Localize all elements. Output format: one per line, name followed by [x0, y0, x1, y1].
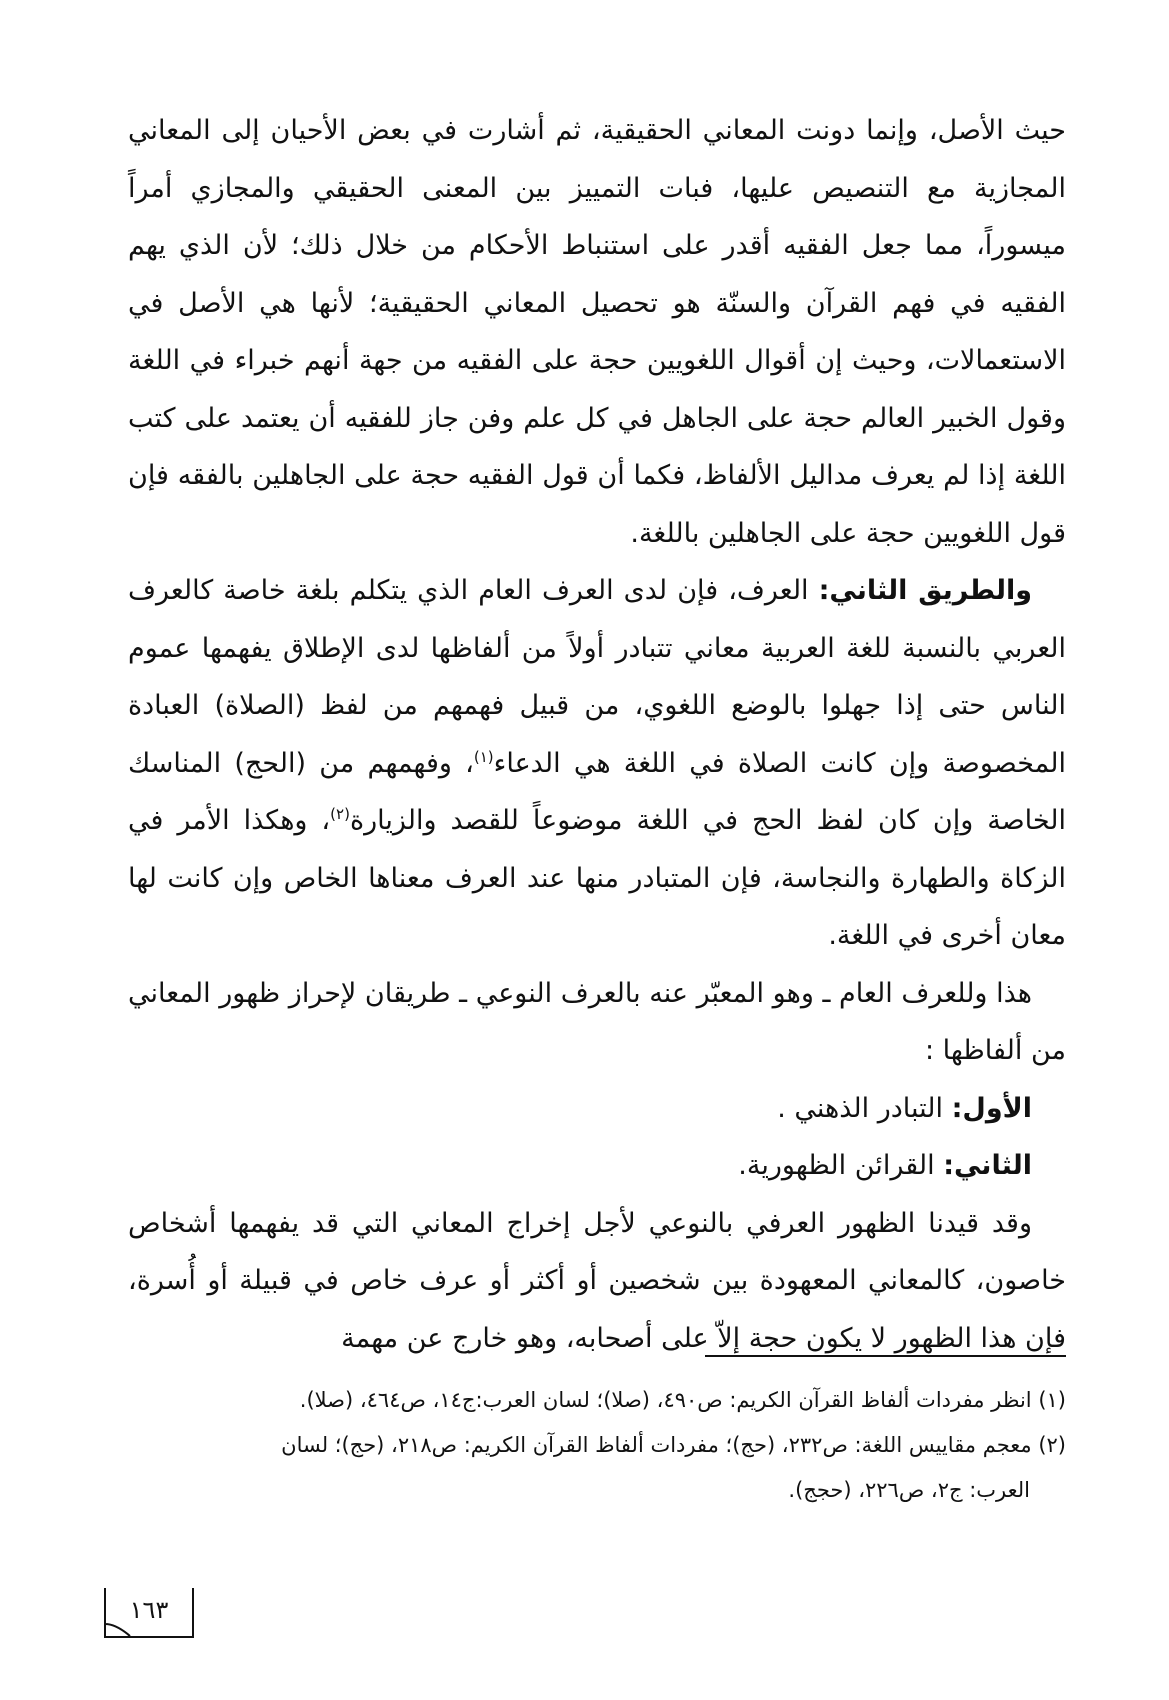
footnote-ref-1[interactable]: (١) [473, 747, 494, 766]
list-item-second-text: القرائن الظهورية. [738, 1150, 944, 1181]
page-corner-icon [104, 1612, 134, 1638]
paragraph-1: حيث الأصل، وإنما دونت المعاني الحقيقية، ثم أشارت في بعض الأحيان إلى المعاني المجازية مع التنصيص عليها، فبات التمييز بين المعنى الحقيقي والمجازي أمراً ميسوراً، مما جعل الفقيه أقدر على استنباط الأحكام من خلال ذلك؛ لأن الذي يهم الفقيه في فهم القرآن والسنّة هو تحصيل المعاني الحقيقية؛ لأنها هي الأصل في الاستعمالات، وحيث إن أقوال اللغويين حجة على الفقيه من جهة أنهم خبراء في اللغة وقول الخبير العالم حجة على الجاهل في كل علم وفن جاز للفقيه أن يعتمد على كتب اللغة إذا لم يعرف مداليل الألفاظ، فكما أن قول الفقيه حجة على الجاهلين بالفقه فإن قول اللغويين حجة على الجاهلين باللغة. [128, 115, 1066, 549]
footnote-ref-2[interactable]: (٢) [330, 805, 350, 823]
paragraph-2-text-b: ، وفهمهم من (الحج) المناسك الخاصة وإن كان لفظ الحج في اللغة موضوعاً للقصد والزيارة [128, 747, 1066, 836]
page-number: ١٦٣ [104, 1588, 194, 1638]
paragraph-3: هذا وللعرف العام ـ وهو المعبّر عنه بالعرف النوعي ـ طريقان لإحراز ظهور المعاني من ألفاظها : [128, 977, 1066, 1066]
paragraph-2-lead: والطريق الثاني: [818, 575, 1033, 606]
list-item-second-lead: الثاني: [943, 1150, 1032, 1181]
list-item-second [128, 1137, 1066, 1195]
footnote-2-continued: العرب: ج٢، ص٢٢٦، (حجج). [788, 1478, 1030, 1502]
list-item-first-lead: الأول: [951, 1092, 1032, 1124]
main-text [128, 102, 1066, 1367]
paragraph-2-text-c: ، وهكذا الأمر في الزكاة والطهارة والنجاسة، فإن المتبادر منها عند العرف معناها الخاص وإن كانت لها معان أخرى في اللغة. [128, 805, 1066, 951]
list-item-first [128, 1080, 1066, 1138]
footnotes [128, 1378, 1066, 1513]
paragraph-2 [128, 562, 1066, 965]
list-item-first-text: التبادر الذهني . [777, 1092, 952, 1124]
footnote-separator [705, 1355, 1066, 1357]
footnote-2: (٢) معجم مقاييس اللغة: ص٢٣٢، (حج)؛ مفردات ألفاظ القرآن الكريم: ص٢١٨، (حج)؛ لسان [281, 1433, 1066, 1457]
footnote-1: (١) انظر مفردات ألفاظ القرآن الكريم: ص٤٩٠، (صلا)؛ لسان العرب:ج١٤، ص٤٦٤، (صلا). [299, 1388, 1066, 1412]
paragraph-2-text-a: العرف، فإن لدى العرف العام الذي يتكلم بلغة خاصة كالعرف العربي بالنسبة للغة العربية معاني تتبادر أولاً من ألفاظها لدى الإطلاق يفهمها عموم الناس حتى إذا جهلوا بالوضع اللغوي، من قبيل فهمهم من لفظ (الصلاة) العبادة المخصوصة وإن كانت الصلاة في اللغة هي الدعاء [128, 575, 1066, 779]
paragraph-6: وقد قيدنا الظهور العرفي بالنوعي لأجل إخراج المعاني التي قد يفهمها أشخاص خاصون، كالمعاني المعهودة بين شخصين أو أكثر أو عرف خاص في قبيلة أو أُسرة، فإن هذا الظهور لا يكون حجة إلاّ على أصحابه، وهو خارج عن مهمة [128, 1207, 1066, 1354]
